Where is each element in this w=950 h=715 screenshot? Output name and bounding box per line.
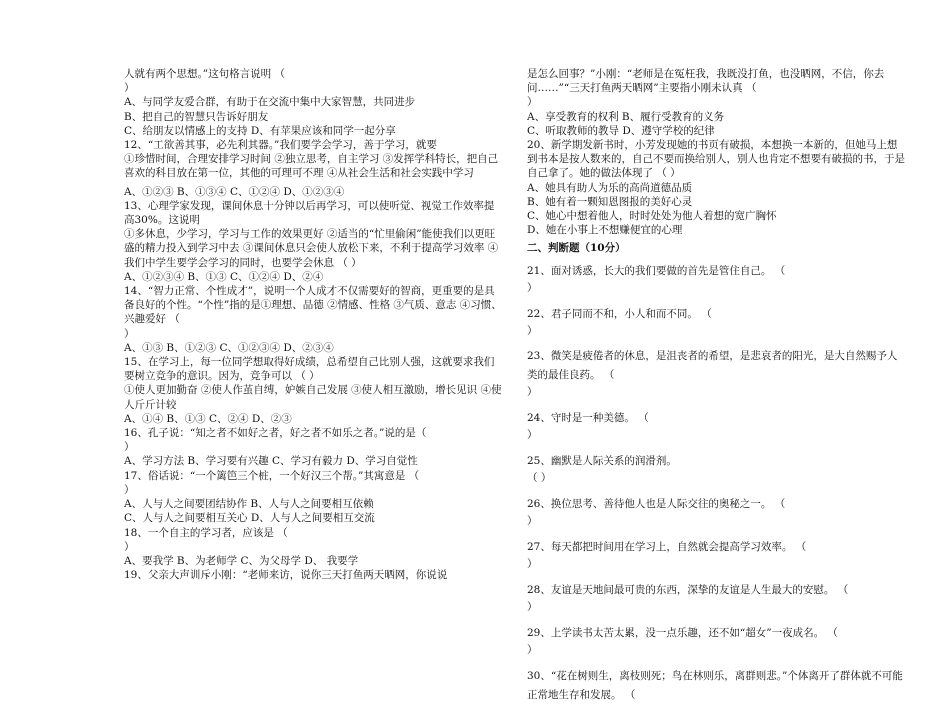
answer-bracket[interactable]: ） (527, 386, 538, 399)
question-line: 15、在学习上，每一位同学想取得好成绩，总希望自己比别人强，这就要求我们要树立竞争的意识。因为，竞争可以 （ ） (124, 356, 495, 383)
answer-bracket[interactable]: （ ） (527, 472, 552, 485)
question-line: C、听取教师的教导 D、遵守学校的纪律 (527, 124, 715, 137)
question-line: 16、孔子说：“知之者不如好之者，好之者不如乐之者。”说的是（ (124, 427, 427, 440)
judgment-item (527, 538, 905, 571)
answer-bracket[interactable]: ） (527, 515, 538, 528)
judgment-text: 29、上学读书太苦太累，没一点乐趣，还不如“超女”一夜成名。 （ (527, 626, 838, 639)
question-line: 13、心理学家发现，课间休息十分钟以后再学习，可以使听觉、视觉工作效率提高30%。这说明 (124, 199, 495, 227)
judgment-text: 23、微笑是疲倦者的休息，是沮丧者的希望，是悲哀者的阳光，是大自然赐予人类的最佳良药。 （ (527, 350, 898, 382)
question-line: ） (527, 96, 538, 109)
question-line: C、给朋友以情感上的支持 D、有苹果应该和同学一起分享 (124, 124, 396, 137)
question-line: A、学习方法 B、学习要有兴趣 C、学习有毅力 D、学习自觉性 (124, 455, 418, 468)
judgment-text: 25、幽默是人际关系的润滑剂。 (527, 455, 677, 468)
question-line: ） (124, 540, 135, 553)
judgment-item (527, 305, 905, 338)
question-line: 14、“智力正常、个性成才”，说明一个人成才不仅需要好的智商，更重要的是具备良好的个性。“个性”指的是①理想、品德 ②情感、性格 ③气质、意志 ④习惯、兴趣爱好 （ (124, 285, 502, 326)
judgment-item (527, 409, 905, 442)
question-line: 12、“工欲善其事，必先利其器。”我们要学会学习，善于学习，就要 (124, 139, 437, 152)
judgment-text: 22、君子同而不和，小人和而不同。 （ (527, 307, 712, 320)
answer-bracket[interactable]: ） (527, 557, 538, 570)
question-line: D、她在小事上不想赚便宜的心理 (527, 224, 683, 237)
question-line: C、她心中想着他人，时时处处为他人着想的宽广胸怀 (527, 210, 777, 223)
question-line: ①使人更加勤奋 ②使人作茧自缚，妒嫉自己发展 ③使人相互激励，增长见识 ④使人斤斤计较 (124, 384, 502, 411)
question-line: ） (124, 483, 135, 496)
question-line: A、要我学 B、为老师学 C、为父母学 D、 我要学 (124, 554, 359, 567)
judgment-item (527, 347, 905, 399)
answer-bracket[interactable]: ） (527, 281, 538, 294)
question-line: ） (124, 441, 135, 454)
question-line: A、①④ B、①③ C、②④ D、②③ (124, 412, 292, 425)
judgment-item (527, 624, 905, 657)
question-line: A、享受教育的权利 B、履行受教育的义务 (527, 110, 725, 123)
answer-bracket[interactable]: ） (527, 643, 538, 656)
question-lines-right (527, 67, 905, 237)
answer-bracket[interactable]: ） (527, 600, 538, 613)
question-line: 18、一个自主的学习者，应该是 （ (124, 526, 288, 539)
left-column (124, 67, 502, 582)
judgment-item (527, 262, 905, 295)
question-line: A、她具有助人为乐的高尚道德品质 (527, 181, 693, 194)
judgment-text: 27、每天都把时间用在学习上，自然就会提高学习效率。 （ (527, 540, 807, 553)
question-line: A、人与人之间要团结协作 B、人与人之间要相互依赖 (124, 498, 374, 511)
judgment-item (527, 581, 905, 614)
answer-bracket[interactable]: ） (527, 429, 538, 442)
question-line: A、①②③④ B、①③ C、①②④ D、②④ (124, 270, 324, 283)
judgment-text: 21、面对诱惑，长大的我们要做的首先是管住自己。 （ (527, 264, 786, 277)
question-line: C、人与人之间要相互关心 D、人与人之间要相互交流 (124, 512, 375, 525)
question-line: 人就有两个思想。”这句格言说明 （ (124, 68, 285, 80)
section-title: 二、判断题（10分） (527, 242, 626, 255)
judgment-list (527, 262, 905, 705)
judgment-item (527, 495, 905, 528)
question-line: ①多休息，少学习，学习与工作的效果更好 ②适当的“忙里偷闲”能使我们以更旺盛的精力投入到学习中去 ③课间休息只会使人放松下来，不利于提高学习效率 ④我们中学生要学会学习的同时，也要学会休息 （ ） (124, 228, 499, 269)
judgment-item (527, 452, 905, 485)
question-line: 是怎么回事？”小刚：“老师是在冤枉我，我既没打鱼，也没晒网，不信，你去问……”“三天打鱼两天晒网”主要指小刚未认真 （ (527, 68, 885, 95)
judgment-text: 28、友谊是天地间最可贵的东西，深挚的友谊是人生最大的安慰。 （ (527, 583, 849, 596)
question-line: ） (124, 82, 135, 95)
judgment-text: 26、换位思考、善待他人也是人际交往的奥秘之一。 （ (527, 498, 786, 511)
judgment-text: 30、“花在树则生，离枝则死；鸟在林则乐，离群则悲。”个体离开了群体就不可能正常地生存和发展。 （ (527, 669, 903, 701)
judgment-item (527, 667, 905, 705)
question-line: A、与同学友爱合群，有助于在交流中集中大家智慧，共同进步 (124, 96, 416, 109)
question-line: B、把自己的智慧只告诉好朋友 (124, 110, 269, 123)
question-line: 20、新学期发新书时，小芳发现她的书页有破损，本想换一本新的，但她马上想到书本是按人数来的，自己不要而换给别人，别人也肯定不想要有破损的书，于是自己拿了。她的做法体现了 （ ） (527, 139, 905, 180)
question-line: ①珍惜时间，合理安排学习时间 ②独立思考，自主学习 ③发挥学科特长，把自己喜欢的科目放在第一位，其他的可理可不理 ④从社会生活和社会实践中学习 (124, 153, 499, 180)
right-column (527, 67, 905, 715)
question-line: ） (124, 327, 135, 340)
question-line: 19、父亲大声训斥小刚：“老师来访，说你三天打鱼两天晒网，你说说 (124, 569, 448, 582)
judgment-text: 24、守时是一种美德。 （ (527, 412, 649, 425)
question-line: A、①③ B、①②③ C、①②③④ D、②③④ (124, 341, 334, 354)
question-line: B、她有着一颗知恩图报的美好心灵 (527, 195, 693, 208)
answer-bracket[interactable]: ） (527, 324, 538, 337)
question-line: 17、俗话说：“一个篱笆三个桩，一个好汉三个帮。”其寓意是 （ (124, 469, 420, 482)
question-line: A、①②③ B、①③④ C、①②④ D、①②③④ (124, 185, 345, 198)
